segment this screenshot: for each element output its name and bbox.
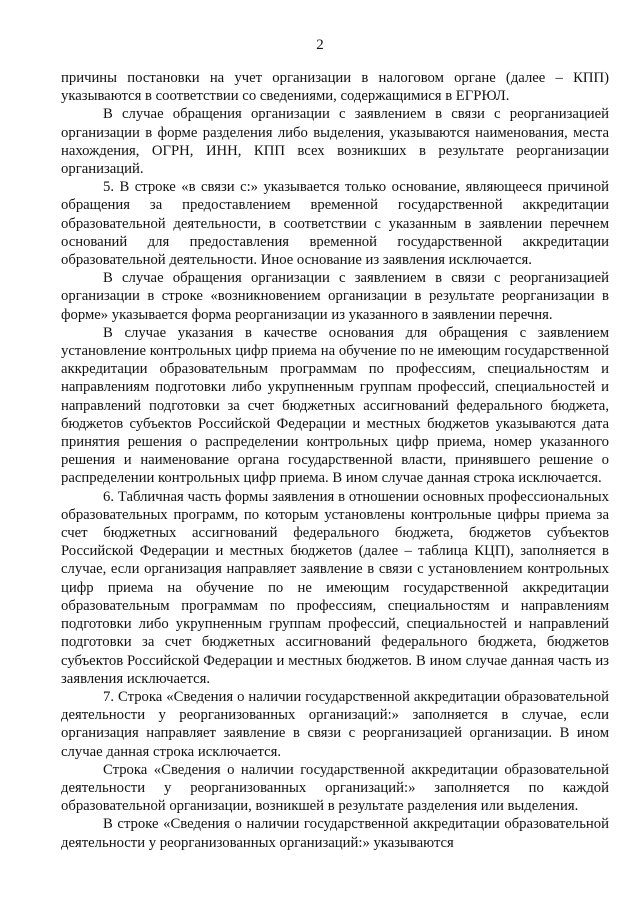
paragraph-9: В строке «Сведения о наличии государственной аккредитации образовательной деятельности у реорганизованных организаций:» указываются [61,816,609,851]
paragraph-3: 5. В строке «в связи с:» указывается только основание, являющееся причиной обращения за предоставлением временной государственной аккредитации образовательной деятельности, в соответствии с указанным в заявлении перечнем оснований для предоставления временной государственной аккредитации образовательной деятельности. Иное основание из заявления исключается. [61,179,609,269]
paragraph-1: причины постановки на учет организации в налоговом органе (далее – КПП) указываются в соответствии со сведениями, содержащимися в ЕГРЮЛ. [61,70,609,105]
document-body [61,69,609,852]
paragraph-7: 7. Строка «Сведения о наличии государственной аккредитации образовательной деятельности у реорганизованных организаций:» заполняется в случае, если организация направляет заявление в связи с реорганизацией организации. В ином случае данная строка исключается. [61,688,609,760]
paragraph-4: В случае обращения организации с заявлением в связи с реорганизацией организации в строке «возникновением организации в результате реорганизации в форме» указывается форма реорганизации из указанного в заявлении перечня. [61,270,609,323]
paragraph-8: Строка «Сведения о наличии государственной аккредитации образовательной деятельности у реорганизованных организаций:» заполняется по каждой образовательной организации, возникшей в результате разделения или выделения. [61,761,609,815]
paragraph-5: В случае указания в качестве основания для обращения с заявлением установление контрольных цифр приема на обучение по не имеющим государственной аккредитации образовательным программам по профессиям, специальностям и направлениям подготовки либо укрупненным группам профессий, специальностей и направлений подготовки за счет бюджетных ассигнований федерального бюджета, бюджетов субъектов Российской Федерации и местных бюджетов указываются дата принятия решения о распределении контрольных цифр приема, номер указанного решения и наименование органа государственной власти, принявшего решение о распределении контрольных цифр приема. В ином случае данная строка исключается. [61,324,609,487]
paragraph-2: В случае обращения организации с заявлением в связи с реорганизацией организации в форме разделения либо выделения, указываются наименования, места нахождения, ОГРН, ИНН, КПП всех возникших в результате реорганизации организаций. [61,106,609,178]
page-number: 2 [316,37,324,53]
paragraph-6: 6. Табличная часть формы заявления в отношении основных профессиональных образовательных программ, по которым установлены контрольные цифры приема за счет бюджетных ассигнований федерального бюджета, бюджетов субъектов Российской Федерации и местных бюджетов (далее – таблица КЦП), заполняется в случае, если организация направляет заявление в связи с установлением контрольных цифр приема на обучение по не имеющим государственной аккредитации образовательным программам по профессиям, специальностям и направлениям подготовки либо укрупненным группам профессий, специальностей и направлений подготовки за счет бюджетных ассигнований федерального бюджета, бюджетов субъектов Российской Федерации и местных бюджетов. В ином случае данная часть из заявления исключается. [61,488,609,687]
